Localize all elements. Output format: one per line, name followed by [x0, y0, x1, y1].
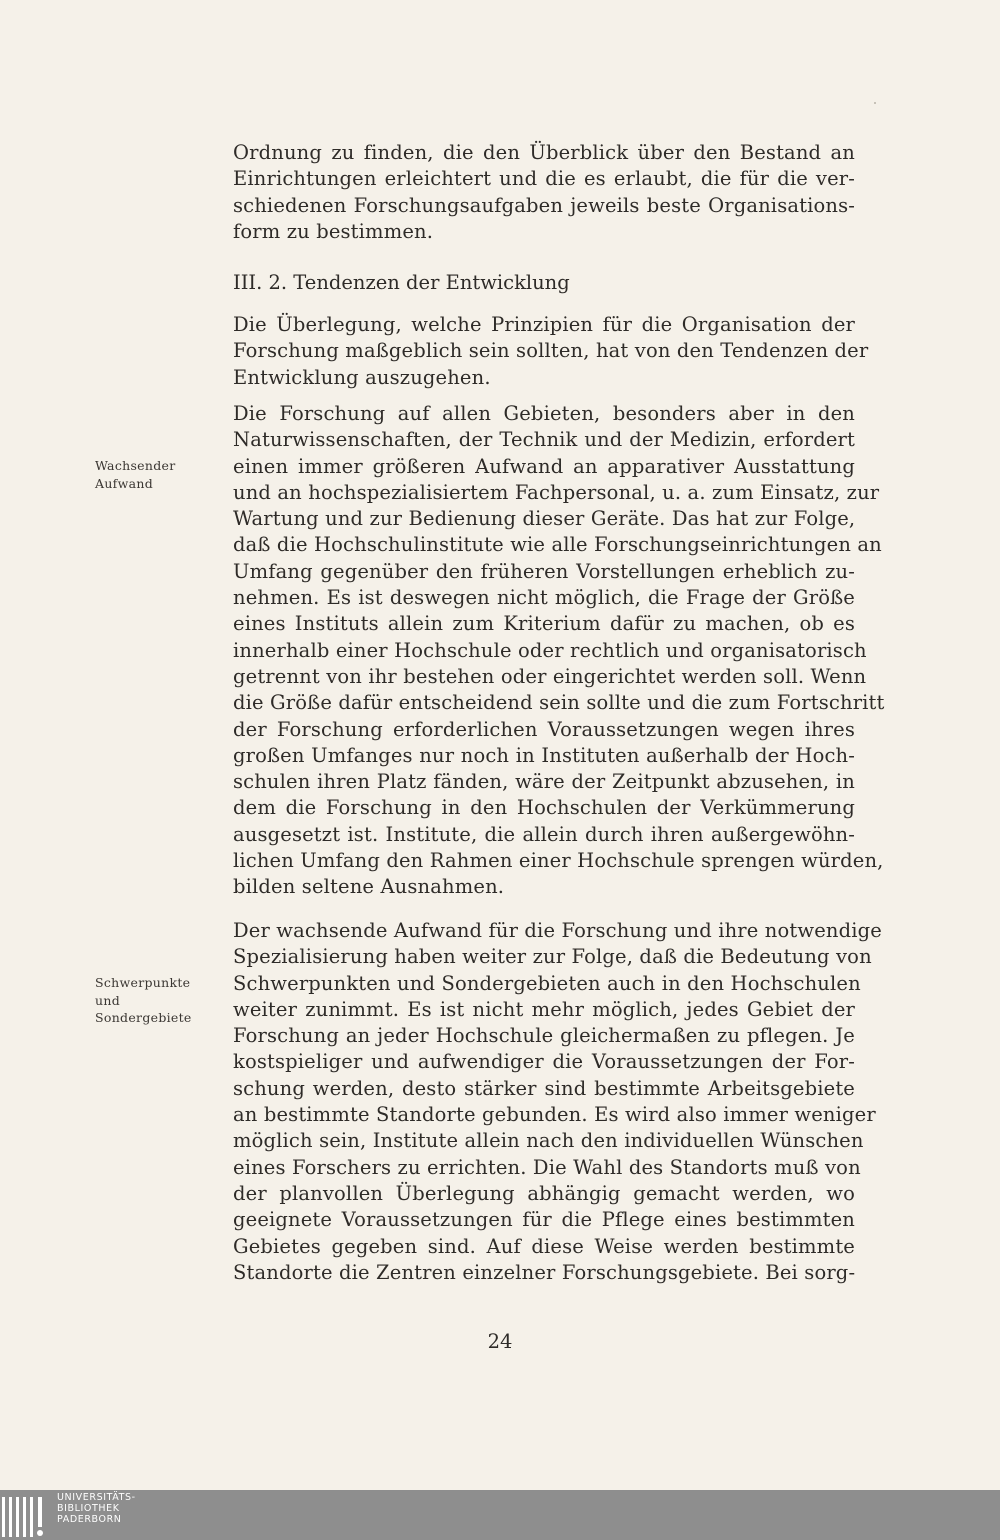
- text-line: Forschung an jeder Hochschule gleichermaßen zu pflegen. Je: [233, 1024, 855, 1048]
- paragraph-3: [233, 918, 882, 1286]
- paragraph-2: [233, 401, 885, 901]
- text-line: geeignete Voraussetzungen für die Pflege eines bestimmten: [233, 1208, 855, 1232]
- library-name-line: UNIVERSITÄTS-: [57, 1492, 136, 1503]
- text-line: innerhalb einer Hochschule oder rechtlich und organisatorisch: [233, 638, 867, 662]
- text-line: schiedenen Forschungsaufgaben jeweils beste Organisations-: [233, 193, 855, 217]
- text-line: lichen Umfang den Rahmen einer Hochschule sprengen würden,: [233, 849, 884, 873]
- paper-speck: [874, 102, 876, 104]
- library-name-line: PADERBORN: [57, 1514, 122, 1525]
- text-line: schung werden, desto stärker sind bestimmte Arbeitsgebiete: [233, 1076, 855, 1100]
- text-line: kostspieliger und aufwendiger die Voraussetzungen der For-: [233, 1050, 855, 1074]
- text-line: der planvollen Überlegung abhängig gemacht werden, wo: [233, 1181, 855, 1205]
- text-line: form zu bestimmen.: [233, 219, 434, 243]
- section-heading: III. 2. Tendenzen der Entwicklung: [233, 271, 570, 294]
- text-line: dem die Forschung in den Hochschulen der Verkümmerung: [233, 796, 855, 820]
- text-line: Umfang gegenüber den früheren Vorstellungen erheblich zu-: [233, 559, 855, 583]
- text-line: Die Überlegung, welche Prinzipien für die Organisation der: [233, 313, 855, 336]
- text-line: daß die Hochschulinstitute wie alle Forschungseinrichtungen an: [233, 533, 882, 557]
- text-line: bilden seltene Ausnahmen.: [233, 875, 505, 899]
- text-line: Wartung und zur Bedienung dieser Geräte. Das hat zur Folge,: [233, 507, 856, 531]
- text-line: Die Forschung auf allen Gebieten, besonders aber in den: [233, 402, 855, 425]
- page-number: 24: [487, 1330, 513, 1353]
- text-line: Einrichtungen erleichtert und die es erlaubt, die für die ver-: [233, 167, 855, 191]
- text-line: an bestimmte Standorte gebunden. Es wird also immer weniger: [233, 1103, 876, 1127]
- text-line: großen Umfanges nur noch in Instituten außerhalb der Hoch-: [233, 743, 855, 767]
- text-line: Ordnung zu finden, die den Überblick über den Bestand an: [233, 141, 855, 164]
- text-line: Forschung maßgeblich sein sollten, hat von den Tendenzen der: [233, 339, 869, 363]
- margin-note-line: Schwerpunkte: [95, 975, 191, 990]
- text-line: getrennt von ihr bestehen oder eingerichtet werden soll. Wenn: [233, 664, 867, 688]
- text-line: weiter zunimmt. Es ist nicht mehr möglich, jedes Gebiet der: [233, 997, 855, 1021]
- margin-note-line: Aufwand: [95, 475, 154, 491]
- library-logo-icon: [2, 1493, 52, 1537]
- text-line: der Forschung erforderlichen Voraussetzungen wegen ihres: [233, 717, 855, 741]
- text-line: Der wachsende Aufwand für die Forschung und ihre notwendige: [233, 919, 882, 942]
- text-line: eines Forschers zu errichten. Die Wahl des Standorts muß von: [233, 1155, 861, 1179]
- text-line: die Größe dafür entscheidend sein sollte und die zum Fortschritt: [233, 691, 885, 715]
- text-line: Gebietes gegeben sind. Auf diese Weise werden bestimmte: [233, 1234, 855, 1258]
- margin-note-line: Sondergebiete: [95, 1010, 192, 1025]
- margin-note-schwerpunkte: [95, 974, 220, 1027]
- text-line: möglich sein, Institute allein nach den individuellen Wünschen: [233, 1129, 864, 1153]
- text-line: eines Instituts allein zum Kriterium dafür zu machen, ob es: [233, 612, 855, 636]
- text-line: nehmen. Es ist deswegen nicht möglich, die Frage der Größe: [233, 586, 855, 610]
- text-line: Naturwissenschaften, der Technik und der Medizin, erfordert: [233, 428, 855, 452]
- library-footer-bar: [0, 1490, 1000, 1540]
- paragraph-1: [233, 312, 869, 391]
- margin-note-wachsender-aufwand: [95, 457, 220, 492]
- text-line: Schwerpunkten und Sondergebieten auch in den Hochschulen: [233, 971, 861, 995]
- text-line: schulen ihren Platz fänden, wäre der Zeitpunkt abzusehen, in: [233, 770, 855, 794]
- text-line: Entwicklung auszugehen.: [233, 365, 491, 389]
- intro-paragraph: [233, 140, 855, 245]
- library-name: [57, 1492, 136, 1525]
- library-name-line: BIBLIOTHEK: [57, 1503, 120, 1514]
- text-line: ausgesetzt ist. Institute, die allein durch ihren außergewöhn-: [233, 822, 855, 846]
- text-line: einen immer größeren Aufwand an apparativer Ausstattung: [233, 454, 855, 478]
- text-line: Standorte die Zentren einzelner Forschungsgebiete. Bei sorg-: [233, 1260, 856, 1284]
- margin-note-line: und: [95, 992, 121, 1008]
- margin-note-line: Wachsender: [95, 458, 176, 473]
- text-line: Spezialisierung haben weiter zur Folge, daß die Bedeutung von: [233, 945, 872, 969]
- text-line: und an hochspezialisiertem Fachpersonal, u. a. zum Einsatz, zur: [233, 480, 880, 504]
